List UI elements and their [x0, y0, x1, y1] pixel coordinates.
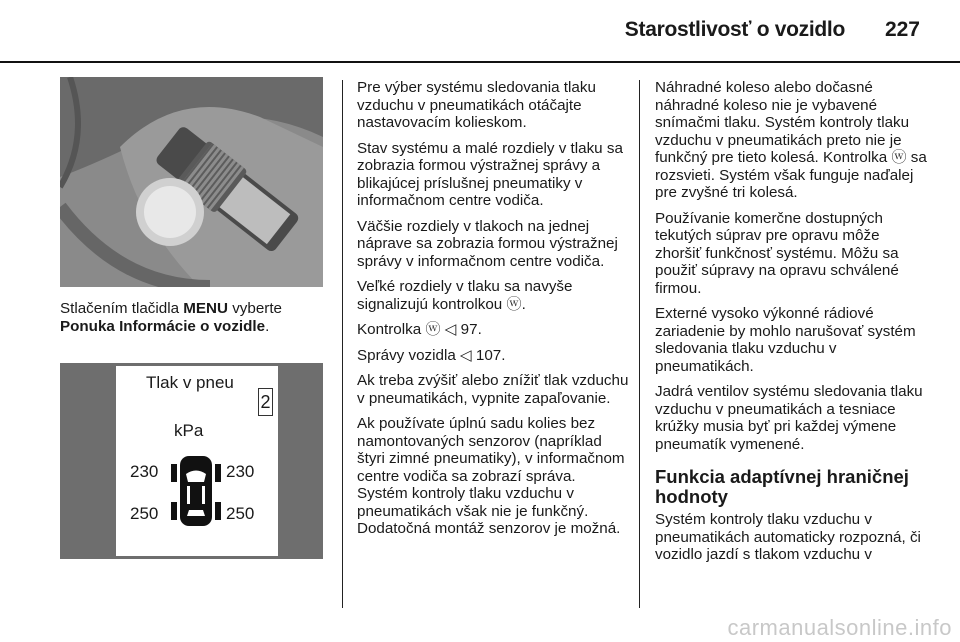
watermark: carmanualsonline.info [727, 615, 952, 640]
rear-right-pressure: 250 [226, 504, 255, 523]
paragraph: Ak treba zvýšiť alebo znížiť tlak vzduchu v pneumatikách, vypnite zapaľovanie. [357, 372, 629, 407]
caption-text: . [265, 317, 270, 335]
display-title: Tlak v pneu [146, 373, 234, 392]
turn-signal-lever-photo [60, 77, 323, 287]
paragraph: Externé vysoko výkonné rádiové zariadenie by mohlo narušovať systém sledovania tlaku vzduchu v pneumatikách. [655, 305, 916, 375]
middle-column [357, 79, 629, 546]
paragraph: Systém kontroly tlaku vzduchu v pneumatikách automaticky rozpozná, či vozidlo jazdí s tlakom vzduchu v [655, 511, 921, 563]
paragraph: Väčšie rozdiely v tlakoch na jednej náprave sa zobrazia formou výstražnej správy v informačnom centre vodiča. [357, 217, 618, 270]
paragraph: Pre výber systému sledovania tlaku vzduchu v pneumatikách otáčajte nastavovacím kolieskom. [357, 79, 596, 131]
caption-text: vyberte [227, 300, 282, 317]
right-column [655, 79, 929, 572]
paragraph: Náhradné koleso alebo dočasné náhradné koleso nie je vybavené snímačmi tlaku. Systém kontroly tlaku vzduchu v pneumatikách preto nie je funkčný pre tieto kolesá. Kontrolka ⓦ sa rozsvieti. Systém však funguje naďalej pre zvyšné tri kolesá. [655, 79, 927, 201]
paragraph: Stav systému a malé rozdiely v tlaku sa zobrazia formou výstražnej správy a blikajúcej príslušnej pneumatiky v informačnom centre vodiča. [357, 139, 623, 209]
pressure-unit: kPa [174, 421, 204, 440]
paragraph: Kontrolka ⓦ ◁ 97. [357, 321, 482, 338]
page-number: 227 [884, 18, 920, 41]
paragraph: Správy vozidla ◁ 107. [357, 346, 506, 364]
tire-pressure-display-illustration [60, 363, 323, 559]
column-divider [639, 80, 640, 608]
column-divider [342, 80, 343, 608]
display-screen [116, 366, 278, 556]
paragraph: Veľké rozdiely v tlaku sa navyše signalizujú kontrolkou ⓦ. [357, 278, 573, 313]
paragraph: Používanie komerčne dostupných tekutých súprav pre opravu môže zhoršiť funkčnosť systému. Môžu sa použiť súpravy na opravu schválené firmou. [655, 209, 899, 297]
section-title: Starostlivosť o vozidlo [624, 18, 845, 41]
page-header [0, 0, 960, 64]
caption-text: Stlačením tlačidla [60, 300, 184, 317]
front-left-pressure: 230 [130, 462, 159, 481]
car-top-view-icon [171, 454, 221, 528]
front-right-pressure: 230 [226, 462, 255, 481]
lever-illustration [60, 77, 323, 287]
page-badge: 2 [258, 388, 273, 416]
menu-path-label: Ponuka Informácie o vozidle [60, 317, 266, 335]
section-heading: Funkcia adaptívnej hraničnej hodnoty [655, 466, 909, 507]
paragraph: Ak používate úplnú sadu kolies bez namontovaných senzorov (napríklad štyri zimné pneumatiky), v informačnom centre vodiča sa zobrazí správa. Systém kontroly tlaku vzduchu v pneumatikách však nie je funkčný. Dodatočná montáž senzorov je možná. [357, 415, 625, 537]
header-divider [0, 61, 960, 63]
paragraph: Jadrá ventilov systému sledovania tlaku vzduchu v pneumatikách a tesniace krúžky musia byť pri každej výmene pneumatík vymenené. [655, 383, 923, 453]
photo-caption [60, 300, 330, 335]
rear-left-pressure: 250 [130, 504, 159, 523]
menu-button-label: MENU [183, 300, 228, 317]
